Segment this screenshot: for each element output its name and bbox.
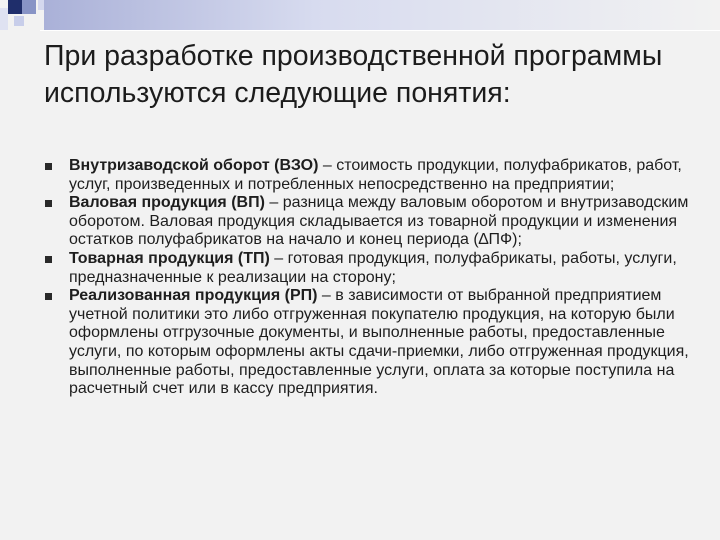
term-definition: – готовая продукция, полуфабрикаты, работы, услуги, предназначенные к реализации на сторону;: [69, 249, 677, 286]
square-bullet-icon: [45, 200, 52, 207]
decor-square: [8, 0, 22, 14]
term-label: Внутризаводской оборот (ВЗО): [69, 157, 319, 174]
header-gradient-bar: [44, 0, 720, 30]
square-bullet-icon: [45, 293, 52, 300]
list-item: [44, 194, 694, 250]
decor-square: [0, 8, 8, 30]
definition-list: [44, 157, 694, 399]
list-item: [44, 287, 694, 399]
list-item: [44, 157, 694, 194]
term-label: Валовая продукция (ВП): [69, 194, 265, 212]
decor-square: [14, 16, 24, 26]
term-label: Реализованная продукция (РП): [69, 287, 318, 305]
term-label: Товарная продукция (ТП): [69, 249, 270, 267]
header-divider: [40, 30, 720, 31]
term-definition: – в зависимости от выбранной предприятием учетной политики это либо отгруженная покупателю продукция, на которую были оформлены отгрузочные документы, и выполненные работы, предоставленные услуги, по которым оформлены акты сдачи-приемки, либо отгруженная продукция, выполненные работы, предоставленные услуги, оплата за которые поступила на расчетный счет или в кассу предприятия.: [69, 287, 689, 398]
term-definition: – разница между валовым оборотом и внутризаводским оборотом. Валовая продукция складывается из товарной продукции и изменения остатков полуфабрикатов на начало и конец периода (∆ПФ);: [69, 194, 689, 249]
term-definition: – стоимость продукции, полуфабрикатов, работ, услуг, произведенных и потребленных непосредственно на предприятии;: [69, 157, 682, 193]
list-item: [44, 250, 694, 287]
square-bullet-icon: [45, 163, 52, 170]
decor-square: [22, 0, 36, 14]
square-bullet-icon: [45, 256, 52, 263]
slide-title: При разработке производственной программы используются следующие понятия:: [44, 40, 663, 109]
